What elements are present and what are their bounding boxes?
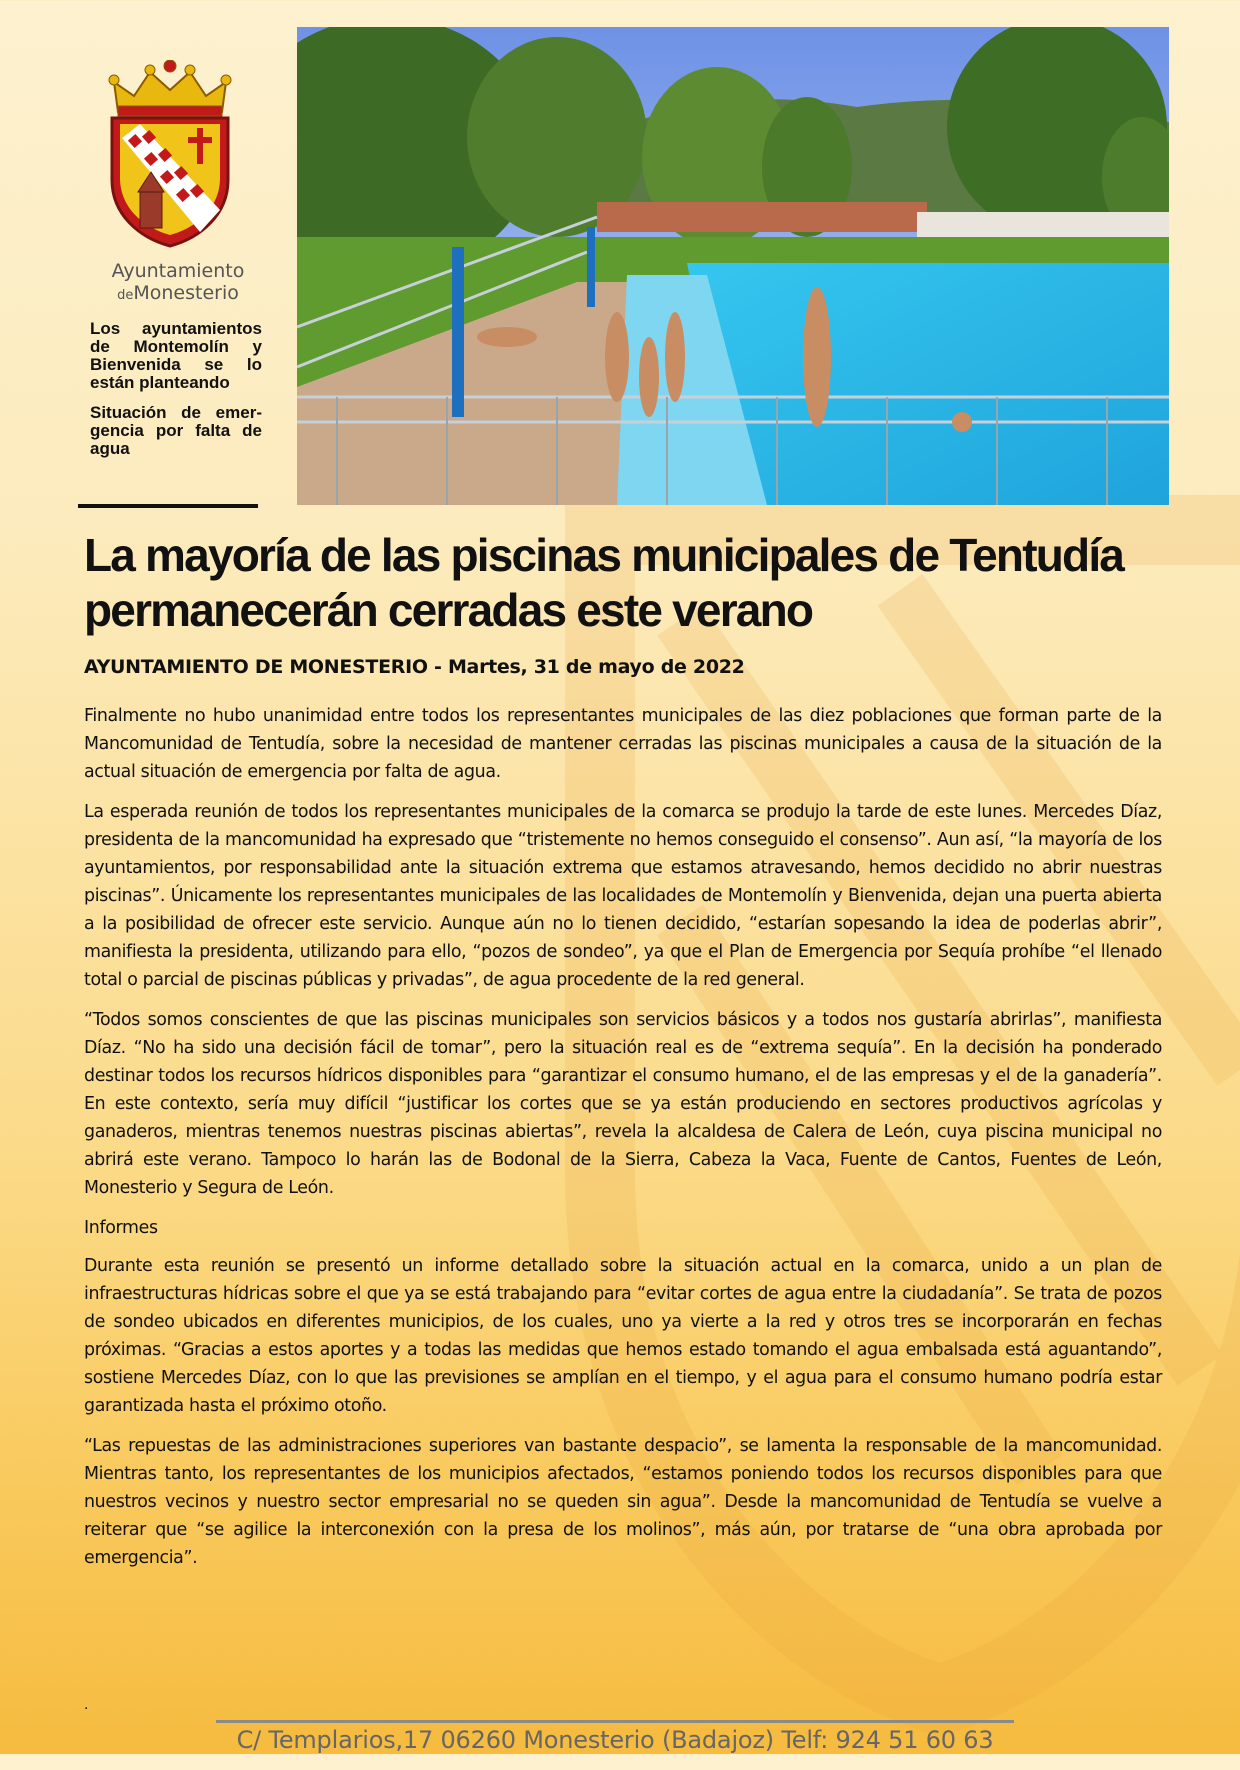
article-paragraph: La esperada reunión de todos los representantes municipales de la comarca se produjo la tarde de este lunes. Mercedes Díaz, presidenta de la mancomunidad ha expresado que “tristemente no hemos conseguido el consenso”. Aun así, “la mayoría de los ayuntamientos, por responsabilidad ante la situación extrema que estamos atravesando, hemos decidido no abrir nuestras piscinas”. Únicamente los representantes municipales de las localidades de Montemolín y Bienvenida, dejan una puerta abierta a la posibilidad de ofrecer este servicio. Aunque aún no lo tienen decidido, “estarían sopesando la idea de poderlas abrir”, manifiesta la presidenta, utilizando para ello, “pozos de sondeo”, ya que el Plan de Emergencia por Sequía prohíbe “el llenado total o parcial de piscinas públicas y privadas”, de agua procedente de la red general. xyxy=(84,802,1162,990)
swimming-pool-photo xyxy=(297,27,1169,505)
article-paragraph: Durante esta reunión se presentó un informe detallado sobre la situación actual en la comarca, unido a un plan de infraestructuras hídricas sobre el que ya se está trabajando para “evitar cortes de agua entre la ciudadanía”. Se trata de pozos de sondeo ubicados en diferentes municipios, de los cuales, uno ya vierte a la red y otros tres se incorporarán en fechas próximas. “Gracias a estos aportes y a todas las medidas que hemos estado tomando el agua embalsada está aguantando”, sostiene Mercedes Díaz, con lo que las previsiones se amplían en el tiempo, y el agua para el consumo humano podría estar garantizada hasta el próximo otoño. xyxy=(84,1256,1162,1416)
sidebar-teasers xyxy=(90,320,262,470)
sidebar-divider xyxy=(78,504,258,508)
sidebar-teaser-2: Situación de emergencia por falta de agua xyxy=(90,403,262,458)
footer-dot: . xyxy=(84,1696,89,1713)
sidebar-teaser-1: Los ayuntamientos de Montemolín y Bienvenida se lo están planteando xyxy=(90,319,262,392)
article-body xyxy=(84,702,1162,1584)
footer-divider xyxy=(216,1720,1014,1723)
footer-address: C/ Templarios,17 06260 Monesterio (Badajoz) Telf: 924 51 60 63 xyxy=(236,1726,994,1754)
article-paragraph: Finalmente no hubo unanimidad entre todos los representantes municipales de las diez poblaciones que forman parte de la Mancomunidad de Tentudía, sobre la necesidad de mantener cerradas las piscinas municipales a causa de la situación de la actual situación de emergencia por falta de agua. xyxy=(84,706,1162,782)
logo-line-2-prefix: de xyxy=(117,288,134,303)
article-paragraph: “Todos somos conscientes de que las piscinas municipales son servicios básicos y a todos nos gustaría abrirlas”, manifiesta Díaz. “No ha sido una decisión fácil de tomar”, pero la situación real es de “extrema sequía”. En la decisión ha ponderado destinar todos los recursos hídricos disponibles para “garantizar el consumo humano, el de las empresas y el de la ganadería”. En este contexto, sería muy difícil “justificar los cortes que se ya están produciendo en sectores productivos agrícolas y ganaderos, mientras tenemos nuestras piscinas abiertas”, revela la alcaldesa de Calera de León, cuya piscina municipal no abrirá este verano. Tampoco lo harán las de Bodonal de la Sierra, Cabeza la Vaca, Fuente de Cantos, Fuentes de León, Monesterio y Segura de León. xyxy=(84,1010,1162,1198)
logo-line-2-name: Monesterio xyxy=(133,282,239,304)
coat-of-arms-icon xyxy=(100,60,240,250)
article-paragraph: “Las repuestas de las administraciones superiores van bastante despacio”, se lamenta la responsable de la mancomunidad. Mientras tanto, los representantes de los municipios afectados, “estamos poniendo todos los recursos disponibles para que nuestros vecinos y nuestro sector empresarial no se queden sin agua”. Desde la mancomunidad de Tentudía se vuelve a reiterar que “se agilice la interconexión con la presa de los molinos”, más aún, por tratarse de “una obra aprobada por emergencia”. xyxy=(84,1436,1162,1568)
logo-wordmark xyxy=(78,260,278,307)
article-subheading: Informes xyxy=(84,1218,158,1238)
logo-line-2 xyxy=(78,282,278,307)
logo-line-1: Ayuntamiento xyxy=(111,260,245,282)
article-byline: AYUNTAMIENTO DE MONESTERIO - Martes, 31 de mayo de 2022 xyxy=(84,656,745,678)
article-headline: La mayoría de las piscinas municipales de Tentudía permanecerán cerradas este verano xyxy=(84,529,1124,636)
